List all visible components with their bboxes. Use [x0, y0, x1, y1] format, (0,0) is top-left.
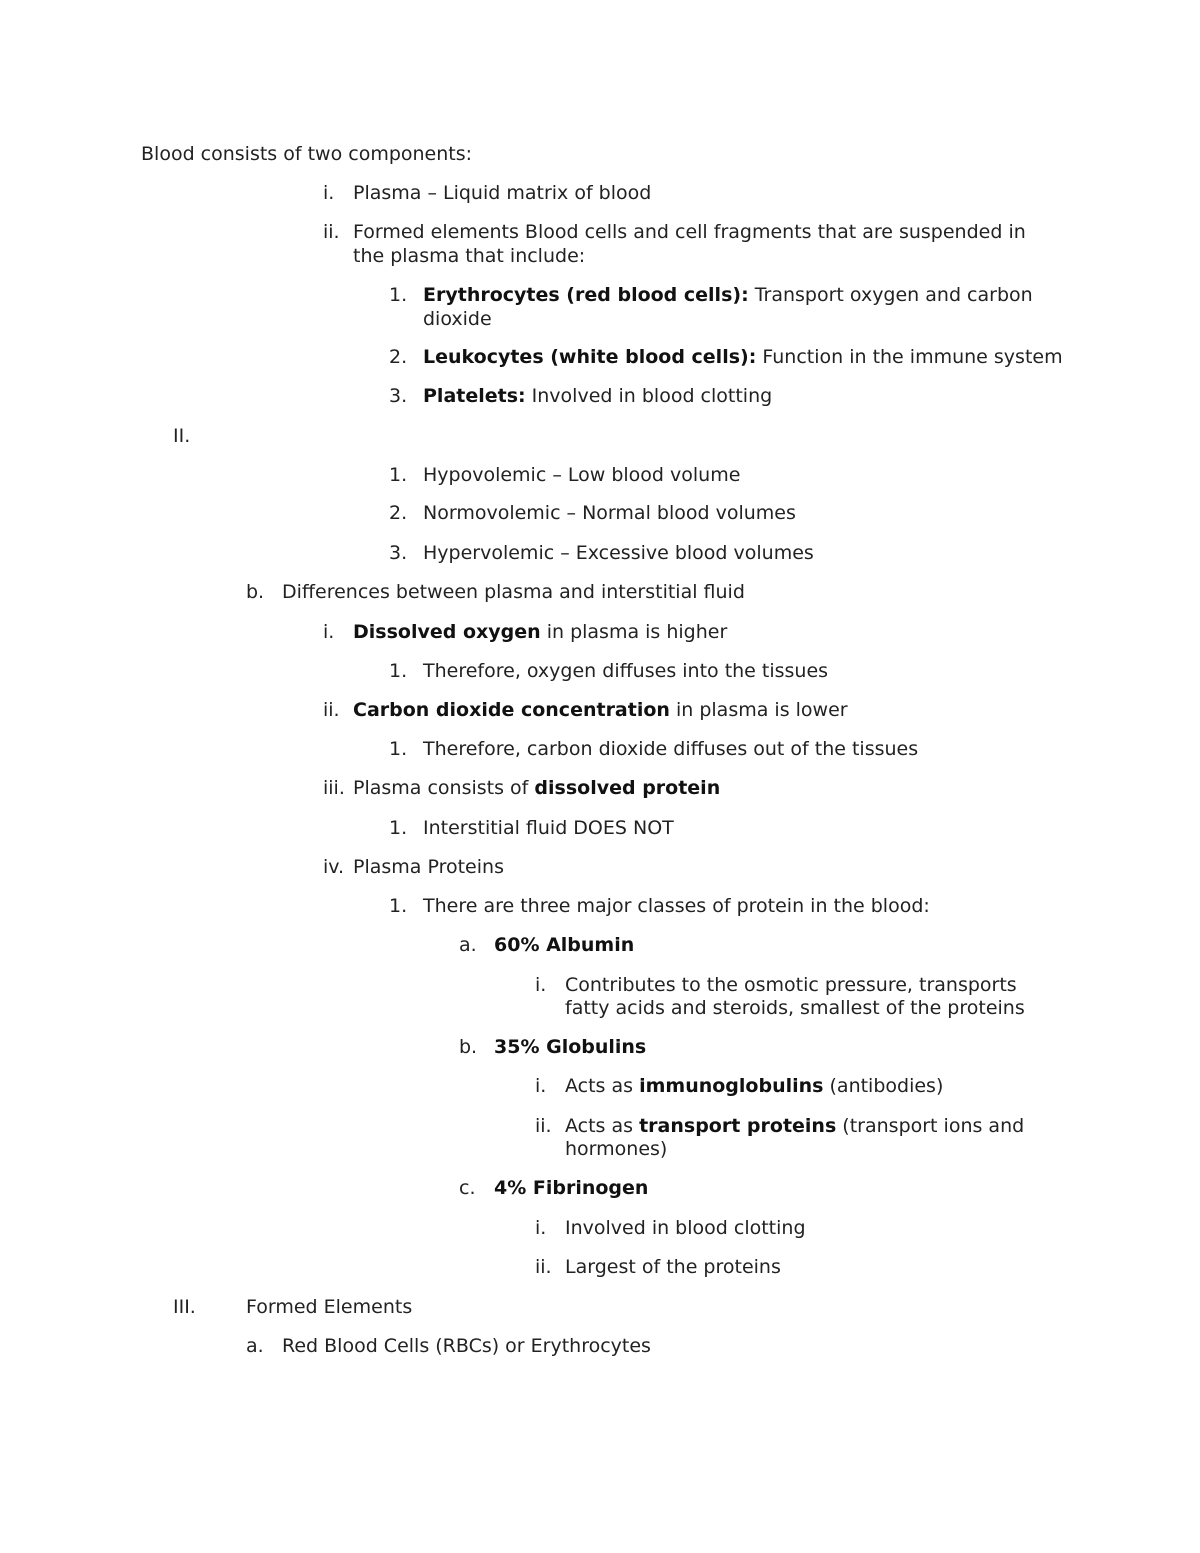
transport-proteins-post: (transport ions and — [836, 1115, 1025, 1137]
list-marker: 3. — [389, 542, 408, 564]
list-marker: iv. — [323, 856, 345, 878]
immunoglobulins-term: immunoglobulins — [639, 1075, 824, 1097]
plasma-item: Plasma – Liquid matrix of blood — [353, 182, 652, 204]
platelets-desc: Involved in blood clotting — [525, 385, 773, 407]
carbon-dioxide-term: Carbon dioxide concentration — [353, 699, 670, 721]
hypovolemic-item: Hypovolemic – Low blood volume — [423, 464, 741, 486]
list-marker: 2. — [389, 502, 408, 524]
dissolved-protein-item — [353, 776, 720, 800]
transport-proteins-term: transport proteins — [639, 1115, 837, 1137]
list-marker: 2. — [389, 346, 408, 368]
co2-diffuses-item: Therefore, carbon dioxide diffuses out of the tissues — [423, 738, 919, 760]
dissolved-oxygen-desc: in plasma is higher — [540, 621, 728, 643]
albumin-heading — [494, 933, 634, 957]
protein-classes-item: There are three major classes of protein in the blood: — [423, 895, 930, 917]
immunoglobulins-pre: Acts as — [565, 1075, 640, 1097]
list-marker: 1. — [389, 284, 408, 306]
section-marker: III. — [173, 1296, 196, 1318]
list-marker: i. — [535, 1217, 547, 1239]
formed-elements-line1: Formed elements Blood cells and cell fragments that are suspended in — [353, 221, 1026, 243]
intro-text: Blood consists of two components: — [141, 143, 473, 165]
dissolved-protein-pre: Plasma consists of — [353, 777, 535, 799]
list-marker: i. — [535, 974, 547, 996]
erythrocytes-desc: Transport oxygen and carbon — [748, 284, 1033, 306]
formed-elements-line2: the plasma that include: — [353, 245, 586, 267]
erythrocytes-item — [423, 283, 1033, 307]
leukocytes-item — [423, 345, 1063, 369]
globulins-term: 35% Globulins — [494, 1036, 647, 1058]
rbc-item: Red Blood Cells (RBCs) or Erythrocytes — [282, 1335, 651, 1357]
albumin-desc-line1: Contributes to the osmotic pressure, transports — [565, 974, 1017, 996]
erythrocytes-term: Erythrocytes (red blood cells): — [423, 284, 749, 306]
leukocytes-desc: Function in the immune system — [756, 346, 1063, 368]
list-marker: ii. — [323, 699, 340, 721]
oxygen-diffuses-item: Therefore, oxygen diffuses into the tissues — [423, 660, 829, 682]
list-marker: 1. — [389, 895, 408, 917]
carbon-dioxide-desc: in plasma is lower — [669, 699, 848, 721]
platelets-term: Platelets: — [423, 385, 526, 407]
list-marker: c. — [459, 1177, 476, 1199]
list-marker: ii. — [535, 1115, 552, 1137]
hypervolemic-item: Hypervolemic – Excessive blood volumes — [423, 542, 814, 564]
transport-proteins-item — [565, 1114, 1024, 1138]
list-marker: i. — [535, 1075, 547, 1097]
immunoglobulins-post: (antibodies) — [823, 1075, 944, 1097]
leukocytes-term: Leukocytes (white blood cells): — [423, 346, 757, 368]
plasma-proteins-item: Plasma Proteins — [353, 856, 504, 878]
platelets-item — [423, 384, 772, 408]
list-marker: 1. — [389, 464, 408, 486]
carbon-dioxide-item — [353, 698, 848, 722]
erythrocytes-desc-line2: dioxide — [423, 308, 492, 330]
dissolved-oxygen-term: Dissolved oxygen — [353, 621, 541, 643]
list-marker: ii. — [323, 221, 340, 243]
list-marker: 1. — [389, 660, 408, 682]
transport-proteins-pre: Acts as — [565, 1115, 640, 1137]
list-marker: i. — [323, 621, 335, 643]
list-marker: b. — [459, 1036, 478, 1058]
list-marker: iii. — [323, 777, 345, 799]
section-marker: II. — [173, 425, 191, 447]
list-marker: 1. — [389, 817, 408, 839]
fibrinogen-term: 4% Fibrinogen — [494, 1177, 649, 1199]
albumin-term: 60% Albumin — [494, 934, 635, 956]
fibrinogen-heading — [494, 1176, 648, 1200]
globulins-heading — [494, 1035, 646, 1059]
list-marker: ii. — [535, 1256, 552, 1278]
list-marker: 3. — [389, 385, 408, 407]
albumin-desc-line2: fatty acids and steroids, smallest of the proteins — [565, 997, 1025, 1019]
immunoglobulins-item — [565, 1074, 943, 1098]
normovolemic-item: Normovolemic – Normal blood volumes — [423, 502, 796, 524]
dissolved-protein-term: dissolved protein — [534, 777, 721, 799]
list-marker: 1. — [389, 738, 408, 760]
formed-elements-heading: Formed Elements — [246, 1296, 413, 1318]
dissolved-oxygen-item — [353, 620, 727, 644]
differences-heading: Differences between plasma and interstitial fluid — [282, 581, 745, 603]
largest-protein-item: Largest of the proteins — [565, 1256, 781, 1278]
list-marker: a. — [246, 1335, 264, 1357]
list-marker: b. — [246, 581, 265, 603]
list-marker: a. — [459, 934, 477, 956]
clotting-item: Involved in blood clotting — [565, 1217, 806, 1239]
interstitial-fluid-item: Interstitial fluid DOES NOT — [423, 817, 674, 839]
transport-proteins-line2: hormones) — [565, 1138, 668, 1160]
list-marker: i. — [323, 182, 335, 204]
